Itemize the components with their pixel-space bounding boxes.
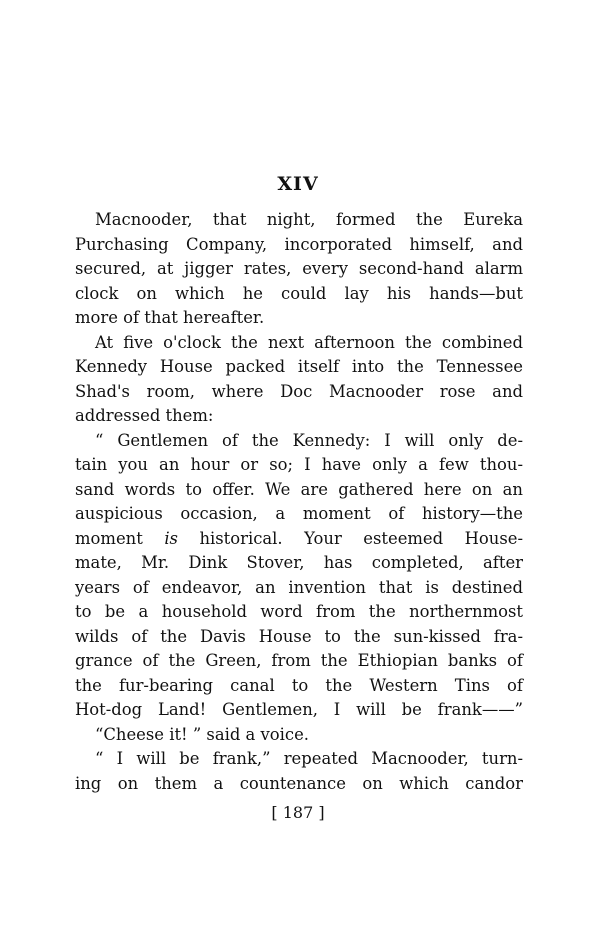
chapter-heading: XIV bbox=[277, 173, 319, 195]
text-line: “ Gentlemen of the Kennedy: I will only de- bbox=[95, 430, 523, 450]
text-line: auspicious occasion, a moment of history—the bbox=[75, 504, 523, 523]
text-line: years of endeavor, an invention that is destined bbox=[75, 577, 523, 597]
text-line: Kennedy House packed itself into the Tennessee bbox=[75, 357, 523, 376]
text-line: addressed them: bbox=[75, 406, 214, 425]
text-line: “ I will be frank,” repeated Macnooder, turn- bbox=[95, 749, 523, 768]
text-line: Macnooder, that night, formed the Eureka bbox=[95, 210, 523, 229]
text-line: secured, at jigger rates, every second-hand alarm bbox=[75, 259, 523, 278]
text-line: At five o'clock the next afternoon the combined bbox=[95, 332, 523, 352]
text-line: tain you an hour or so; I have only a few thou- bbox=[75, 455, 523, 474]
text-line: wilds of the Davis House to the sun-kissed fra- bbox=[75, 626, 523, 646]
emphasis-word: is bbox=[164, 528, 178, 548]
text-line: moment is historical. Your esteemed House- bbox=[75, 528, 523, 548]
text-line: ing on them a countenance on which candor bbox=[75, 773, 523, 793]
page-number: [ 187 ] bbox=[271, 803, 325, 822]
text-line: sand words to offer. We are gathered here on an bbox=[75, 479, 523, 499]
text-line: grance of the Green, from the Ethiopian banks of bbox=[75, 651, 523, 670]
text-line: Hot-dog Land! Gentlemen, I will be frank——” bbox=[75, 700, 523, 719]
text-line: the fur-bearing canal to the Western Tins of bbox=[75, 675, 523, 695]
text-line: “Cheese it! ” said a voice. bbox=[95, 724, 309, 744]
text-line: mate, Mr. Dink Stover, has completed, after bbox=[75, 553, 523, 572]
text-line: Purchasing Company, incorporated himself, and bbox=[75, 234, 523, 254]
text-line: Shad's room, where Doc Macnooder rose and bbox=[75, 381, 523, 401]
text-line: to be a household word from the northernmost bbox=[75, 602, 523, 621]
body-text bbox=[75, 208, 523, 796]
text-line: more of that hereafter. bbox=[75, 308, 265, 327]
text-line: clock on which he could lay his hands—but bbox=[75, 283, 523, 303]
